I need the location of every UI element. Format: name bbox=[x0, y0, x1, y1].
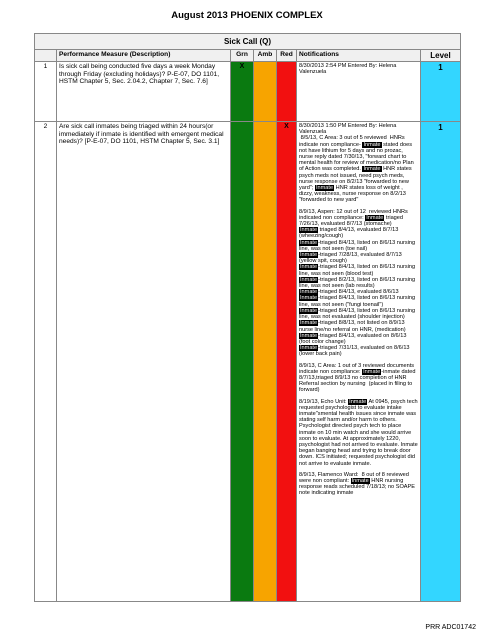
redaction-box: Inmate bbox=[300, 239, 318, 246]
redaction-box: Inmate bbox=[300, 332, 318, 339]
red-mark: X bbox=[284, 123, 289, 130]
table-row bbox=[35, 122, 461, 602]
level-value: 1 bbox=[421, 62, 461, 122]
header-measure: Performance Measure (Description) bbox=[57, 50, 231, 62]
sick-call-table bbox=[34, 33, 461, 602]
notification-text: 8/30/2013 1:50 PM Entered By: Helena Valenzuela 8/5/13, C Area: 3 out of 5 reviewed HNRs indicate non compliance- Inmate stated does not have lithium for 5 days and no prozac, nurse reply dated 7/30/13, "forward chart to mental health for review of medication/no Plan of Action was completed. Inmate HNR states psych meds not issued, need psych meds, nurse response on 8/2/13 "forwarded to new yard"; Inmate HNR states loss of weight , dizzy, weakness, nurse response on 8/2/13 "forwarded to new yard" bbox=[299, 123, 416, 204]
red-cell bbox=[277, 62, 297, 122]
header-level: Level bbox=[421, 50, 461, 62]
redaction-box: Inmate bbox=[363, 166, 381, 173]
notification-text: 8/9/13, Aspen: 12 out of 12 reviewed HNRs indicated non compliance: Inmate triaged 7/26/13, evaluated 8/7/13 (stomache) Inmate triaged 8/4/13, evaluated 8/7/13 (wheezing/cough) Inmate-triaged 8/4/13, listed on 8/6/13 nursing line, was not seen (toe nail) Inmate-triaged 7/28/13, evaluated 8/7/13 (yellow spit, cough) Inmate-triaged 8/4/13, listed on 8/6/13 nursing line, was not seen (blood test) Inmate-triaged 8/2/13, listed on 8/6/13 nursing line, was not seen (lab results) Inmate-triaged 8/4/13, evaluated 8/6/13 Inmate-triaged 8/4/13, listed on 8/6/13 nursing line, was not seen ("fungi toenail") Inmate-triaged 8/4/13, listed on 8/6/13 nursing line, was not evaluated (shoulder injection) Inmate-triaged 8/8/13, not listed on 8/9/13 nurse line/no referral on HNR, (medication) Inmate-triaged 8/4/13, evaluated on 8/6/13 (foot color change) Inmate-triaged 7/31/13, evaluated on 8/6/13 (lower back pain) bbox=[299, 208, 416, 358]
notification-text: 8/19/13, Echo Unit: Inmate At 0945, psych tech requested psychologist to evaluate intake inmate"smental health issues since inmate was stating self harm and/or harm to others. Psychologist directed psych tech to place inmate on 10 min watch and she would arrive soon to evaluate. At approximately 1220, psychologist had not arrived to evaluate. Inmate began banging head and trying to break door down. ICS initiated; requested psychologist did not arrive to evaluate inmate. bbox=[299, 398, 420, 467]
row-number: 1 bbox=[35, 62, 57, 122]
notification-text: 8/9/13, Flamenco Ward: 8 out of 8 reviewed were non compliant: Inmate HNR nursing response reads scheduled 7/18/13; no SOAPE note indicating inmate bbox=[299, 471, 417, 497]
green-cell bbox=[231, 62, 254, 122]
header-red: Red bbox=[277, 50, 297, 62]
level-value: 1 bbox=[421, 122, 461, 602]
green-mark: X bbox=[239, 63, 245, 70]
green-cell bbox=[231, 122, 254, 602]
redaction-box: Inmate bbox=[363, 141, 381, 148]
notifications-cell bbox=[297, 62, 421, 122]
measure-description: Is sick call being conducted five days a week Monday through Friday (excluding holidays)? P-E-07, DO 1101, HSTM Chapter 5, Sec. 2.04.2, Chapter 7, Sec. 7.6] bbox=[57, 62, 231, 122]
redaction-box: Inmate bbox=[300, 307, 318, 314]
document-title: August 2013 PHOENIX COMPLEX bbox=[171, 10, 323, 21]
row-number: 2 bbox=[35, 122, 57, 602]
redaction-box: Inmate bbox=[349, 398, 367, 405]
redaction-box: Inmate bbox=[300, 345, 318, 352]
header-notes: Notifications bbox=[297, 50, 421, 62]
redaction-box: Inmate bbox=[300, 276, 318, 283]
header-row bbox=[35, 50, 461, 62]
table-row bbox=[35, 62, 461, 122]
page-footer-id: PRR ADC01742 bbox=[425, 624, 476, 631]
header-grn: Grn bbox=[231, 50, 254, 62]
red-cell bbox=[277, 122, 297, 602]
notifications-cell bbox=[297, 122, 421, 602]
amber-cell bbox=[254, 122, 277, 602]
redaction-box: Inmate bbox=[300, 252, 318, 259]
header-amb: Amb bbox=[254, 50, 277, 62]
measure-description: Are sick call inmates being triaged within 24 hours(or immediately if inmate is identified with emergent medical needs)? [P-E-07, DO 1101, HSTM Chapter 5, Sec. 3.1] bbox=[57, 122, 231, 602]
redaction-box: Inmate bbox=[300, 264, 318, 271]
amber-cell bbox=[254, 62, 277, 122]
notification-text: 8/30/2013 2:54 PM Entered By: Helena Valenzuela bbox=[299, 63, 398, 76]
header-num bbox=[35, 50, 57, 62]
notification-text: 8/9/13, C Area: 1 out of 3 reviewed documents indicate non compliance: Inmate-inmate dated 8/7/13,triaged 8/9/13 no completion of HNR Referral section by nursing (placed in filing to forward) bbox=[299, 362, 418, 394]
redaction-box: Inmate bbox=[363, 368, 381, 375]
redaction-box: Inmate bbox=[300, 320, 318, 327]
redaction-box: Inmate bbox=[315, 185, 334, 192]
redaction-box: Inmate bbox=[300, 227, 318, 234]
redaction-box: Inmate bbox=[300, 295, 318, 302]
redaction-box: Inmate bbox=[351, 477, 369, 484]
redaction-box: Inmate bbox=[366, 214, 384, 221]
section-title: Sick Call (Q) bbox=[35, 34, 461, 50]
redaction-box: Inmate bbox=[300, 289, 318, 296]
